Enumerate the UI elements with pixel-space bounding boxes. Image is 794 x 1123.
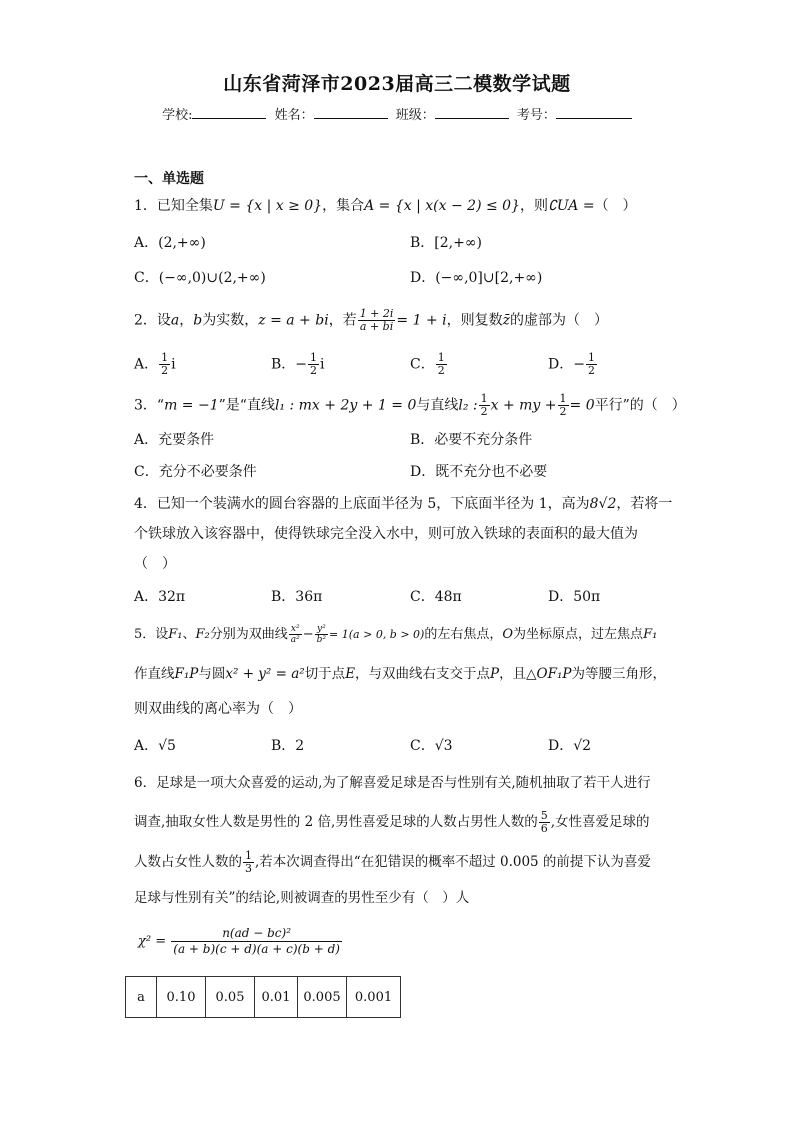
q3-text: ”是“直线 [218, 397, 275, 414]
q6-text: ,若本次调查得出“在犯错误的概率不超过 0.005 的前提下认为喜爱 [255, 854, 651, 870]
q5-text: 、 [182, 627, 196, 642]
q1-set-a: A = {x | x(x − 2) ≤ 0} [364, 198, 520, 214]
frac-den: 2 [480, 405, 488, 418]
q1-text: 1．已知全集 [134, 198, 213, 214]
q2-option-b[interactable] [271, 352, 325, 377]
name-field[interactable] [275, 104, 388, 123]
q4-text: 4．已知一个装满水的圆台容器的上底面半径为 5，下底面半径为 1，高为 [134, 496, 590, 512]
q5-frac-y [315, 624, 328, 645]
table-cell: a [126, 977, 157, 1018]
question-5-line-2 [134, 664, 666, 684]
frac-den: 2 [587, 364, 595, 377]
chi-square-formula [138, 926, 343, 957]
q3-condition: m = −1 [164, 397, 219, 414]
frac-den: 6 [540, 822, 548, 835]
class-field[interactable] [396, 104, 509, 123]
class-blank[interactable] [435, 106, 509, 119]
q2-frac-numerator: 1 + 2i [359, 307, 394, 320]
q3-option-b[interactable]: B．必要不充分条件 [410, 432, 533, 448]
q6-text: 人数占女性人数的 [134, 854, 242, 870]
question-5-line-1 [134, 624, 657, 645]
q5-text: 为坐标原点，过左焦点 [513, 627, 644, 642]
q2-option-a[interactable] [134, 352, 176, 377]
q2-text: ，若 [328, 312, 357, 329]
q1-option-b[interactable]: B．[2,+∞) [410, 235, 482, 251]
q3-option-a[interactable]: A．充要条件 [134, 432, 215, 448]
frac-den: 2 [161, 364, 169, 377]
half-fraction [586, 352, 597, 377]
q5-frac-x [289, 624, 302, 645]
q5-line-f1p: F₁P [174, 666, 199, 682]
frac-den: 2 [437, 364, 445, 377]
q3-text: 3．“ [134, 397, 165, 414]
q2-text: 2．设 [134, 312, 171, 329]
question-1-stem [134, 196, 637, 216]
chi-numerator: n(ad − bc)² [171, 926, 342, 942]
table-row [126, 977, 401, 1018]
q2-text: 为实数， [202, 312, 259, 329]
frac-num: x² [289, 624, 302, 635]
frac-den: 2 [559, 405, 567, 418]
q5-focus-f2: F₂ [195, 627, 210, 642]
id-field[interactable] [517, 104, 632, 123]
student-info-line [0, 104, 794, 123]
q5-text: ，与双曲线右支交于点 [355, 666, 491, 682]
q3-line-l1: l₁ : mx + 2y + 1 = 0 [274, 397, 417, 414]
half-fraction [308, 352, 319, 377]
q5-text: 的左右焦点， [424, 627, 503, 642]
q5-minus: − [302, 627, 314, 642]
half-fraction [436, 352, 447, 377]
alpha-table [125, 976, 401, 1018]
q2-var-a: a [170, 312, 180, 329]
table-cell: 0.10 [157, 977, 206, 1018]
table-cell: 0.05 [206, 977, 255, 1018]
q4-option-d[interactable]: D．50π [548, 589, 601, 605]
q2-frac-denominator: a + bi [359, 320, 394, 333]
q5-text: 5．设 [134, 627, 169, 642]
school-blank[interactable] [192, 106, 266, 119]
q5-option-d[interactable]: D．√2 [548, 738, 592, 754]
question-2-stem [134, 308, 608, 333]
q1-option-a[interactable]: A．(2,+∞) [134, 235, 206, 251]
q2-option-c[interactable] [410, 352, 448, 377]
q1-option-d[interactable]: D．(−∞,0]∪[2,+∞) [410, 270, 543, 286]
q5-origin: O [502, 627, 514, 642]
q1-universal-set: U = {x | x ≥ 0} [212, 198, 323, 214]
q4-option-a[interactable]: A．32π [134, 589, 186, 605]
question-6-line-1: 6．足球是一项大众喜爱的运动,为了解喜爱足球是否与性别有关,随机抽取了若干人进行 [134, 775, 651, 791]
id-label: 考号： [516, 108, 556, 123]
q6-fraction-1-3 [243, 850, 254, 875]
q5-option-b[interactable]: B．2 [271, 738, 305, 754]
section-title: 一、单选题 [134, 171, 204, 187]
imag-unit: i [171, 356, 176, 373]
q1-text: ，集合 [322, 198, 365, 214]
frac-num: 1 [437, 351, 445, 364]
q2-conjugate: z̄ [502, 312, 511, 329]
table-cell: 0.001 [347, 977, 401, 1018]
frac-num: y² [315, 624, 328, 635]
q2-opt-a-label: A． [134, 356, 159, 373]
page-title: 山东省菏泽市2023届高三二模数学试题 [223, 73, 571, 95]
q6-text: ,女性喜爱足球的 [550, 814, 650, 830]
q3-line-l2: l₂ : [458, 397, 478, 414]
q2-option-d[interactable] [548, 352, 598, 377]
q1-text: ，则 [519, 198, 548, 214]
id-blank[interactable] [556, 106, 632, 119]
q2-expr-z: z = a + bi [258, 312, 329, 329]
question-6-line-3 [134, 850, 651, 875]
q2-opt-d-label: D．− [548, 356, 585, 373]
q1-complement: ∁UA = [547, 198, 595, 214]
question-3-stem [134, 393, 686, 418]
chi-fraction [171, 926, 342, 957]
question-4-line-3: （ ） [134, 556, 176, 572]
frac-num: 1 [310, 351, 318, 364]
q2-opt-c-label: C． [410, 356, 435, 373]
q4-text: ，若将一 [616, 496, 673, 512]
half-fraction [479, 393, 490, 418]
q4-height: 8√2 [589, 496, 617, 512]
q3-line-l2: x + my + [490, 397, 557, 414]
school-field[interactable] [162, 104, 266, 123]
q5-option-c[interactable]: C．√3 [410, 738, 453, 754]
q6-fraction-5-6 [539, 810, 550, 835]
q3-option-d[interactable]: D．既不充分也不必要 [410, 464, 548, 480]
q5-text: 为等腰三角形， [571, 666, 666, 682]
question-4-line-2: 个铁球放入该容器中，使得铁球完全没入水中，则可放入铁球的表面积的最大值为 [134, 526, 638, 542]
school-label: 学校: [162, 108, 193, 123]
q3-option-c[interactable]: C．充分不必要条件 [134, 464, 257, 480]
q5-point-p: P [490, 666, 500, 682]
q1-answer-paren: （ ） [594, 198, 637, 214]
question-6-line-2 [134, 810, 650, 835]
q5-point-e: E [345, 666, 356, 682]
frac-num: 1 [587, 351, 595, 364]
frac-num: 1 [245, 849, 252, 862]
frac-num: 1 [480, 392, 488, 405]
q3-text: 与直线 [416, 397, 459, 414]
frac-den: 2 [310, 364, 318, 377]
class-label: 班级： [395, 108, 435, 123]
q5-circle: x² + y² = a² [225, 666, 305, 682]
q3-text: 平行”的（ ） [594, 397, 686, 414]
half-fraction [159, 352, 170, 377]
chi-lhs: χ² = [138, 934, 167, 949]
q2-text: ， [179, 312, 194, 329]
q5-focus-f1: F₁ [643, 627, 658, 642]
frac-den: b² [316, 635, 327, 645]
q3-line-l2: = 0 [569, 397, 595, 414]
table-cell: 0.01 [255, 977, 298, 1018]
q4-option-c[interactable]: C．48π [410, 589, 462, 605]
q5-triangle: △OF₁P [526, 666, 572, 682]
q2-expr-eq: = 1 + i [396, 312, 447, 329]
q5-hyperbola-tail: = 1(a > 0, b > 0) [329, 628, 425, 641]
frac-num: 5 [540, 809, 548, 822]
q1-option-c[interactable]: C．(−∞,0)∪(2,+∞) [134, 270, 266, 286]
q4-option-b[interactable]: B．36π [271, 589, 323, 605]
q5-text: 分别为双曲线 [209, 627, 288, 642]
q6-text: 调查,抽取女性人数是男性的 2 倍,男性喜爱足球的人数占男性人数的 [134, 814, 538, 830]
frac-den: a² [290, 635, 300, 645]
q2-text: ，则复数 [446, 312, 503, 329]
q5-text: 切于点 [304, 666, 346, 682]
frac-den: 3 [245, 862, 252, 875]
question-6-line-4: 足球与性别有关”的结论,则被调查的男性至少有（ ）人 [134, 890, 470, 906]
frac-num: 1 [559, 392, 567, 405]
frac-num: 1 [161, 351, 169, 364]
table-cell: 0.005 [298, 977, 347, 1018]
q2-fraction [358, 308, 396, 333]
q2-text: 的虚部为（ ） [510, 312, 609, 329]
q5-text: 与圆 [198, 666, 226, 682]
question-4-line-1 [134, 494, 672, 514]
name-label: 姓名： [274, 108, 314, 123]
chi-denominator: (a + b)(c + d)(a + c)(b + d) [173, 942, 340, 956]
q5-text: ，且 [499, 666, 527, 682]
q5-option-a[interactable]: A．√5 [134, 738, 176, 754]
name-blank[interactable] [314, 106, 388, 119]
q5-focus-f1: F₁ [168, 627, 183, 642]
half-fraction [558, 393, 569, 418]
question-5-line-3: 则双曲线的离心率为（ ） [134, 701, 302, 717]
imag-unit: i [320, 356, 325, 373]
q2-opt-b-label: B．− [271, 356, 308, 373]
q5-text: 作直线 [134, 666, 175, 682]
q2-var-b: b [193, 312, 203, 329]
